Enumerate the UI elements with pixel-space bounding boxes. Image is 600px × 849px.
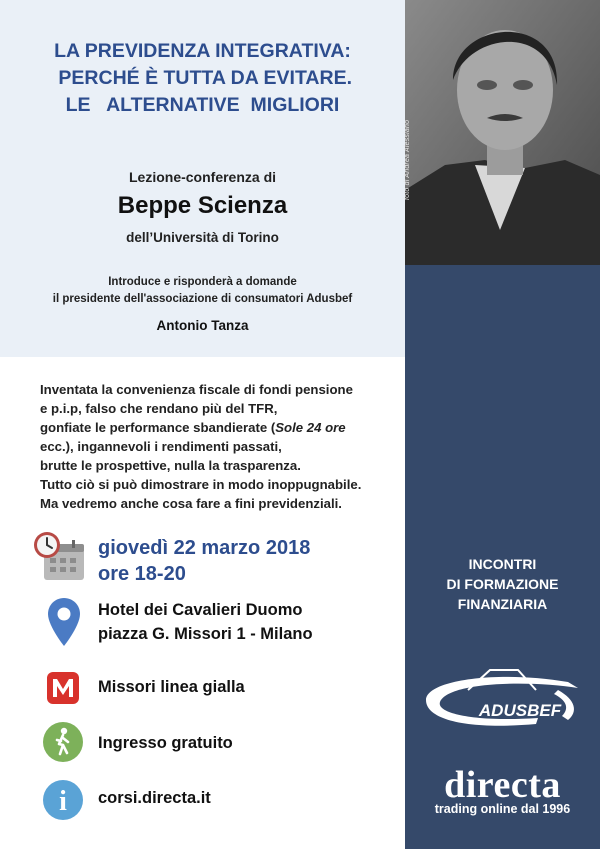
entry-info: Ingresso gratuito bbox=[98, 734, 233, 752]
description-line: Ma vedremo anche cosa fare a fini previdenziali. bbox=[40, 496, 342, 511]
description-line bbox=[40, 418, 400, 437]
lecture-label: Lezione-conferenza di bbox=[128, 169, 277, 185]
walking-person-icon bbox=[43, 722, 83, 767]
adusbef-logo bbox=[418, 660, 583, 735]
description-line: brutte le prospettive, nulla la trasparenza. bbox=[40, 458, 301, 473]
directa-logo: directa bbox=[444, 764, 561, 806]
description bbox=[40, 380, 400, 513]
speaker-photo bbox=[405, 0, 600, 265]
guest-name: Antonio Tanza bbox=[156, 318, 249, 333]
venue-name: Hotel dei Cavalieri Duomo bbox=[98, 601, 303, 619]
intro-line-1: Introduce e risponderà a domande bbox=[108, 276, 297, 288]
description-line: ecc.), ingannevoli i rendimenti passati, bbox=[40, 439, 282, 454]
metro-line: Missori linea gialla bbox=[98, 678, 245, 696]
title-line-1: LA PREVIDENZA INTEGRATIVA: bbox=[54, 40, 351, 62]
intro-line-2: il presidente dell'associazione di consumatori Adusbef bbox=[52, 293, 353, 305]
event-title bbox=[0, 38, 405, 119]
sidebar-line-1: INCONTRI bbox=[468, 556, 537, 572]
description-text: gonfiate le performance sbandierate ( bbox=[40, 420, 276, 435]
adusbef-logo-text: ADUSBEF bbox=[478, 701, 562, 720]
title-line-2: PERCHÉ È TUTTA DA EVITARE. bbox=[52, 67, 352, 89]
photo-credit: foto di Andrea Alessiano bbox=[404, 119, 411, 200]
intro-text bbox=[0, 274, 405, 308]
directa-tagline: trading online dal 1996 bbox=[434, 802, 571, 816]
event-date: giovedì 22 marzo 2018 bbox=[98, 537, 311, 559]
venue-address: piazza G. Missori 1 - Milano bbox=[98, 625, 313, 643]
speaker-name: Beppe Scienza bbox=[117, 192, 288, 219]
sidebar-line-3: FINANZIARIA bbox=[457, 596, 548, 612]
info-icon bbox=[43, 780, 83, 825]
description-italic: Sole 24 ore bbox=[275, 420, 346, 435]
metro-icon bbox=[47, 672, 79, 709]
title-line-3: LE ALTERNATIVE MIGLIORI bbox=[65, 94, 340, 116]
calendar-clock-icon bbox=[32, 530, 88, 591]
speaker-affiliation: dell’Università di Torino bbox=[126, 230, 279, 245]
description-line: Inventata la convenienza fiscale di fondi pensione bbox=[40, 382, 353, 397]
description-line: e p.i.p, falso che rendano più del TFR, bbox=[40, 401, 278, 416]
info-icon-letter: i bbox=[59, 786, 67, 817]
sidebar-line-2: DI FORMAZIONE bbox=[446, 576, 559, 592]
event-time: ore 18-20 bbox=[98, 563, 186, 585]
sidebar-caption bbox=[405, 554, 600, 614]
website-link[interactable]: corsi.directa.it bbox=[98, 789, 211, 807]
event-venue bbox=[98, 598, 313, 646]
description-line: Tutto ciò si può dimostrare in modo inoppugnabile. bbox=[40, 477, 362, 492]
location-pin-icon bbox=[48, 598, 80, 651]
event-datetime bbox=[98, 535, 310, 587]
